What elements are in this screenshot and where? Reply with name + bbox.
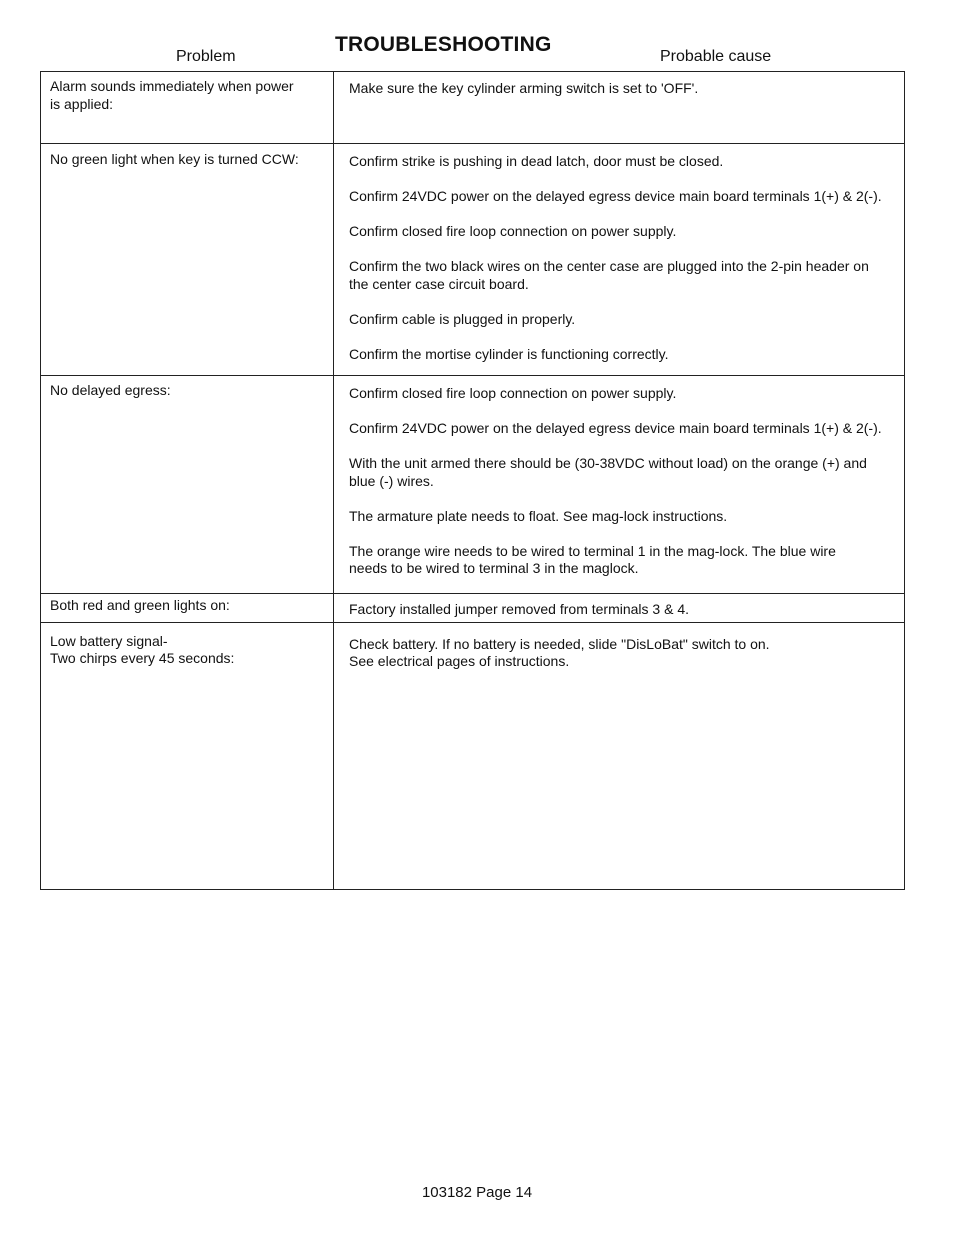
problem-cell bbox=[41, 376, 334, 594]
problem-cell bbox=[41, 594, 334, 623]
table-row bbox=[41, 144, 905, 376]
cause-text: Factory installed jumper removed from terminals 3 & 4. bbox=[349, 601, 690, 617]
problem-text: No delayed egress: bbox=[50, 382, 171, 398]
problem-column-header: Problem bbox=[176, 48, 236, 65]
cause-text: Confirm the mortise cylinder is functioning correctly. bbox=[349, 345, 669, 362]
page-footer: 103182 Page 14 bbox=[421, 1184, 533, 1201]
cause-cell bbox=[334, 594, 905, 623]
problem-text: Both red and green lights on: bbox=[50, 597, 230, 613]
table-row bbox=[41, 376, 905, 594]
cause-text: Confirm the two black wires on the center case are plugged into the 2-pin header on the center case circuit board. bbox=[349, 258, 869, 292]
table-row bbox=[41, 594, 905, 623]
problem-cell bbox=[41, 622, 334, 889]
cause-text: Check battery. If no battery is needed, slide "DisLoBat" switch to on. See electrical pages of instructions. bbox=[349, 635, 770, 669]
cause-text: Confirm closed fire loop connection on power supply. bbox=[349, 385, 677, 401]
troubleshooting-table bbox=[40, 71, 905, 890]
cause-text: Confirm closed fire loop connection on power supply. bbox=[349, 223, 677, 239]
cause-text: The armature plate needs to float. See mag-lock instructions. bbox=[349, 507, 728, 524]
cause-text: Make sure the key cylinder arming switch is set to 'OFF'. bbox=[349, 80, 699, 96]
problem-cell bbox=[41, 72, 334, 144]
cause-text: The orange wire needs to be wired to terminal 1 in the mag-lock. The blue wire needs to be wired to terminal 3 in the maglock. bbox=[349, 542, 836, 576]
page-title: TROUBLESHOOTING bbox=[335, 33, 552, 56]
table-row bbox=[41, 622, 905, 889]
cause-text: With the unit armed there should be (30-38VDC without load) on the orange (+) and blue (-) wires. bbox=[349, 455, 867, 489]
problem-cell bbox=[41, 144, 334, 376]
cause-text: Confirm 24VDC power on the delayed egress device main board terminals 1(+) & 2(-). bbox=[349, 420, 882, 436]
cause-cell bbox=[334, 622, 905, 889]
table-row bbox=[41, 72, 905, 144]
cause-cell bbox=[334, 376, 905, 594]
cause-text: Confirm 24VDC power on the delayed egress device main board terminals 1(+) & 2(-). bbox=[349, 188, 882, 204]
cause-text: Confirm cable is plugged in properly. bbox=[349, 310, 576, 327]
cause-cell bbox=[334, 72, 905, 144]
problem-text: No green light when key is turned CCW: bbox=[50, 151, 299, 167]
problem-text: Alarm sounds immediately when power is applied: bbox=[50, 78, 294, 112]
probable-cause-column-header: Probable cause bbox=[660, 48, 772, 65]
problem-text: Low battery signal- Two chirps every 45 seconds: bbox=[50, 632, 235, 666]
cause-cell bbox=[334, 144, 905, 376]
cause-text: Confirm strike is pushing in dead latch, door must be closed. bbox=[349, 153, 724, 169]
